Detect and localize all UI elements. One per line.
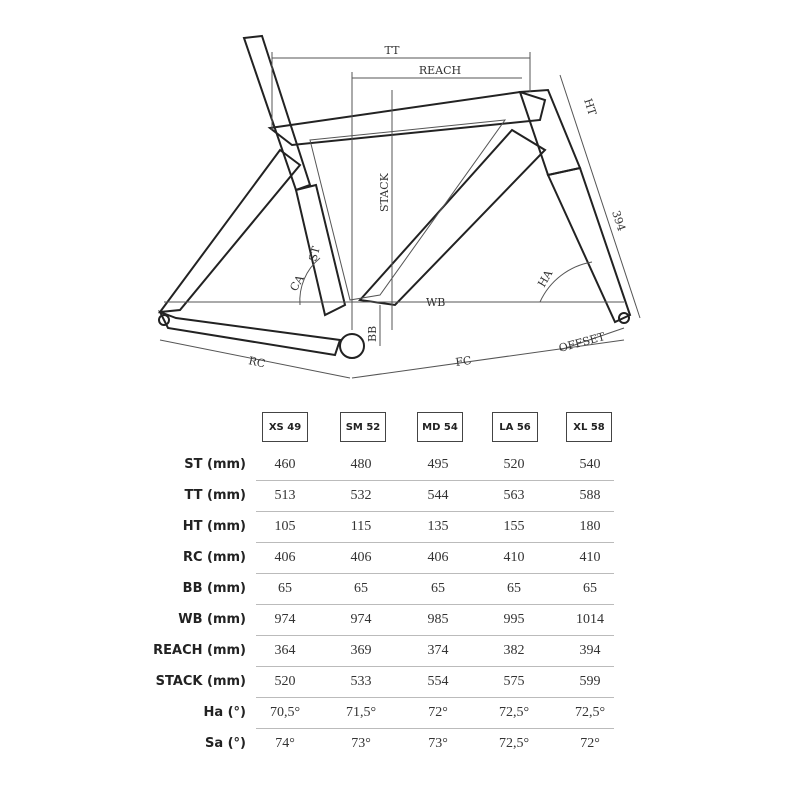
row-label: Ha (°) bbox=[203, 705, 246, 720]
label-fc: FC bbox=[454, 353, 473, 369]
row-label: WB (mm) bbox=[178, 612, 246, 627]
label-tt: TT bbox=[384, 44, 400, 57]
table-row bbox=[0, 635, 800, 666]
table-cell: 495 bbox=[427, 457, 449, 472]
table-cell: 72,5° bbox=[574, 705, 606, 720]
table-cell: 65 bbox=[507, 581, 521, 596]
table-cell: 364 bbox=[274, 643, 296, 658]
table-cell: 460 bbox=[274, 457, 296, 472]
table-row bbox=[0, 666, 800, 697]
table-cell: 544 bbox=[427, 488, 449, 503]
size-header-sm52: SM 52 bbox=[340, 412, 386, 442]
row-label: STACK (mm) bbox=[155, 674, 246, 689]
table-cell: 374 bbox=[427, 643, 449, 658]
table-cell: 532 bbox=[350, 488, 372, 503]
table-cell: 985 bbox=[427, 612, 449, 627]
table-cell: 105 bbox=[274, 519, 296, 534]
table-cell: 995 bbox=[503, 612, 525, 627]
table-cell: 180 bbox=[579, 519, 601, 534]
table-cell: 410 bbox=[503, 550, 525, 565]
table-cell: 394 bbox=[579, 643, 601, 658]
table-cell: 382 bbox=[503, 643, 525, 658]
label-ha: HA bbox=[535, 267, 556, 290]
row-label: TT (mm) bbox=[184, 488, 246, 503]
label-rc: RC bbox=[247, 354, 267, 371]
size-header-xs49: XS 49 bbox=[262, 412, 308, 442]
table-row bbox=[0, 697, 800, 728]
label-bb: BB bbox=[366, 325, 379, 342]
size-header-la56: LA 56 bbox=[492, 412, 538, 442]
table-cell: 1014 bbox=[576, 612, 604, 627]
table-cell: 65 bbox=[431, 581, 445, 596]
size-header-md54: MD 54 bbox=[417, 412, 463, 442]
table-cell: 406 bbox=[274, 550, 296, 565]
table-cell: 73° bbox=[351, 736, 371, 751]
table-row bbox=[0, 511, 800, 542]
table-cell: 65 bbox=[278, 581, 292, 596]
table-cell: 540 bbox=[579, 457, 601, 472]
table-cell: 72° bbox=[580, 736, 600, 751]
label-stack: STACK bbox=[378, 173, 391, 212]
table-cell: 533 bbox=[350, 674, 372, 689]
label-ca: CA bbox=[287, 272, 307, 294]
table-cell: 72° bbox=[428, 705, 448, 720]
table-row bbox=[0, 449, 800, 480]
table-cell: 406 bbox=[350, 550, 372, 565]
table-cell: 135 bbox=[427, 519, 449, 534]
table-cell: 72,5° bbox=[498, 705, 530, 720]
label-ht: HT bbox=[581, 96, 599, 118]
table-row bbox=[0, 604, 800, 635]
label-reach: REACH bbox=[418, 64, 462, 77]
table-cell: 974 bbox=[350, 612, 372, 627]
row-label: HT (mm) bbox=[182, 519, 246, 534]
table-cell: 65 bbox=[354, 581, 368, 596]
table-row bbox=[0, 480, 800, 511]
table-cell: 599 bbox=[579, 674, 601, 689]
label-394: 394 bbox=[609, 208, 628, 233]
table-row bbox=[0, 542, 800, 573]
row-label: RC (mm) bbox=[182, 550, 246, 565]
frame-outline bbox=[159, 36, 630, 358]
table-cell: 554 bbox=[427, 674, 449, 689]
table-cell: 520 bbox=[274, 674, 296, 689]
label-st: ST bbox=[306, 245, 323, 263]
table-cell: 72,5° bbox=[498, 736, 530, 751]
table-cell: 406 bbox=[427, 550, 449, 565]
table-cell: 155 bbox=[503, 519, 525, 534]
table-cell: 575 bbox=[503, 674, 525, 689]
table-row bbox=[0, 728, 800, 759]
table-cell: 71,5° bbox=[345, 705, 377, 720]
table-cell: 563 bbox=[503, 488, 525, 503]
table-cell: 65 bbox=[583, 581, 597, 596]
table-cell: 513 bbox=[274, 488, 296, 503]
table-cell: 115 bbox=[350, 519, 372, 534]
table-cell: 73° bbox=[428, 736, 448, 751]
table-cell: 588 bbox=[579, 488, 601, 503]
row-label: BB (mm) bbox=[182, 581, 246, 596]
table-cell: 369 bbox=[350, 643, 372, 658]
table-cell: 74° bbox=[275, 736, 295, 751]
row-label: ST (mm) bbox=[184, 457, 246, 472]
row-label: REACH (mm) bbox=[153, 643, 246, 658]
size-header-xl58: XL 58 bbox=[566, 412, 612, 442]
table-cell: 520 bbox=[503, 457, 525, 472]
table-cell: 974 bbox=[274, 612, 296, 627]
geometry-table bbox=[0, 400, 800, 800]
table-cell: 410 bbox=[579, 550, 601, 565]
label-wb: WB bbox=[426, 296, 446, 309]
table-row bbox=[0, 573, 800, 604]
label-offset: OFFSET bbox=[557, 330, 607, 355]
row-label: Sa (°) bbox=[204, 736, 246, 751]
table-cell: 70,5° bbox=[269, 705, 301, 720]
table-cell: 480 bbox=[350, 457, 372, 472]
